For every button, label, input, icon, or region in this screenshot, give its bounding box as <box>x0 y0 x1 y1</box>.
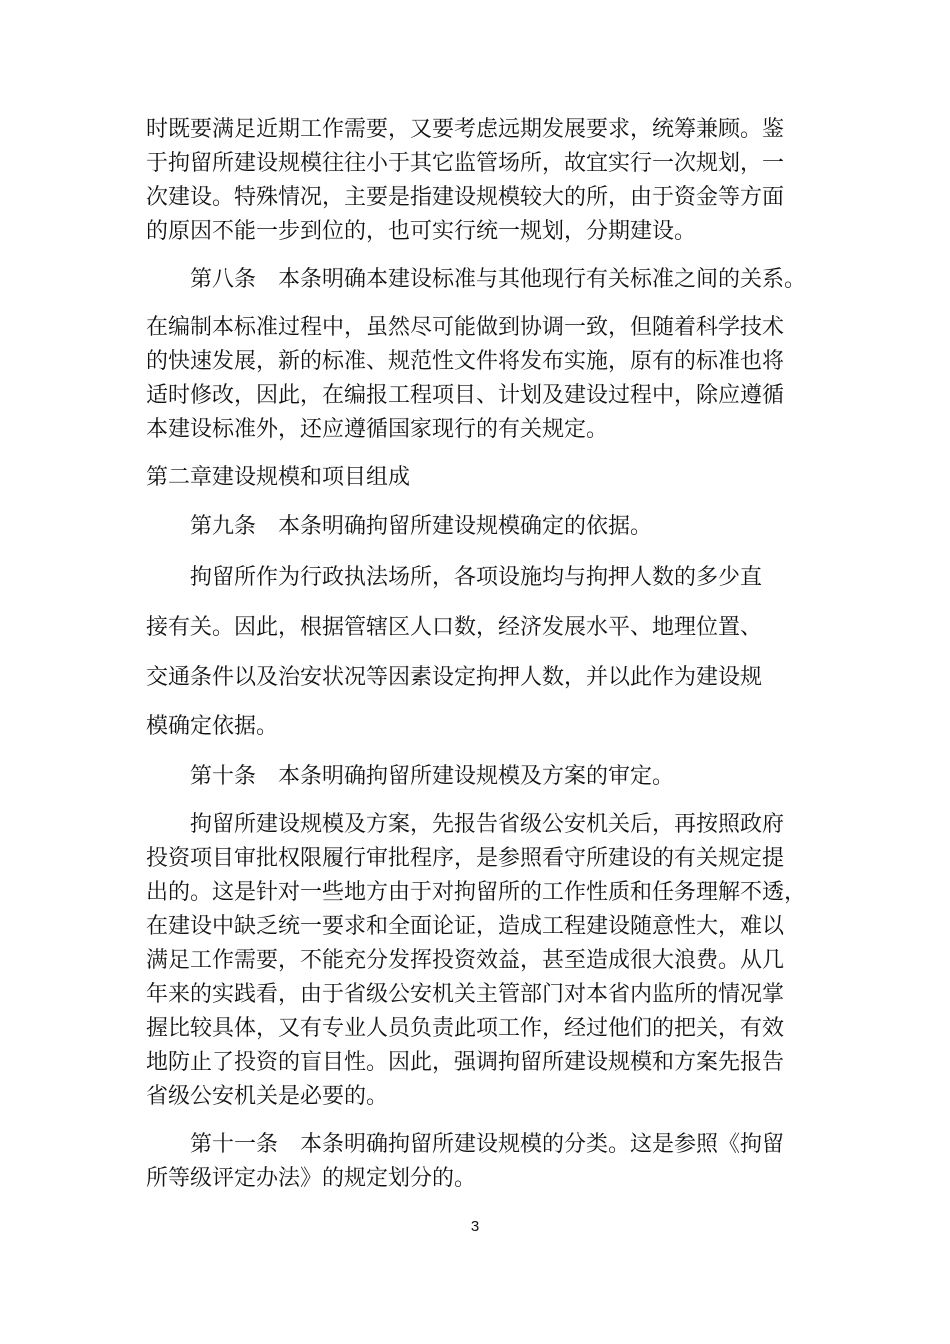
text-line: 的原因不能一步到位的，也可实行统一规划，分期建设。 <box>146 219 697 244</box>
text-line: 交通条件以及治安状况等因素设定拘押人数，并以此作为建设规 <box>146 665 763 690</box>
text-line: 地防止了投资的盲目性。因此，强调拘留所建设规模和方案先报告 <box>146 1050 785 1075</box>
text-line: 在编制本标准过程中，虽然尽可能做到协调一致，但随着科学技术 <box>146 315 785 340</box>
text-line: 所等级评定办法》的规定划分的。 <box>146 1166 477 1191</box>
text-line: 拘留所建设规模及方案，先报告省级公安机关后，再按照政府 <box>190 812 785 837</box>
text-line: 时既要满足近期工作需要，又要考虑远期发展要求，统筹兼顾。鉴 <box>146 117 785 142</box>
text-line: 拘留所作为行政执法场所，各项设施均与拘押人数的多少直 <box>190 565 763 590</box>
text-line: 适时修改，因此，在编报工程项目、计划及建设过程中，除应遵循 <box>146 383 785 408</box>
text-line: 省级公安机关是必要的。 <box>146 1084 389 1109</box>
article-heading: 第八条 本条明确本建设标准与其他现行有关标准之间的关系。 <box>190 267 807 292</box>
text-line: 次建设。特殊情况，主要是指建设规模较大的所，由于资金等方面 <box>146 185 785 210</box>
page-number: 3 <box>470 1218 480 1235</box>
text-line: 本建设标准外，还应遵循国家现行的有关规定。 <box>146 417 609 442</box>
text-line: 满足工作需要，不能充分发挥投资效益，甚至造成很大浪费。从几 <box>146 948 785 973</box>
article-heading: 第十条 本条明确拘留所建设规模及方案的审定。 <box>190 764 675 789</box>
text-line: 年来的实践看，由于省级公安机关主管部门对本省内监所的情况掌 <box>146 982 785 1007</box>
text-line: 接有关。因此，根据管辖区人口数，经济发展水平、地理位置、 <box>146 615 763 640</box>
text-line: 握比较具体，又有专业人员负责此项工作，经过他们的把关，有效 <box>146 1016 785 1041</box>
article-heading: 第十一条 本条明确拘留所建设规模的分类。这是参照《拘留 <box>190 1132 785 1157</box>
text-line: 于拘留所建设规模往往小于其它监管场所，故宜实行一次规划，一 <box>146 151 785 176</box>
chapter-heading: 第二章建设规模和项目组成 <box>146 465 411 490</box>
text-line: 的快速发展，新的标准、规范性文件将发布实施，原有的标准也将 <box>146 349 785 374</box>
text-line: 出的。这是针对一些地方由于对拘留所的工作性质和任务理解不透， <box>146 880 807 905</box>
text-line: 在建设中缺乏统一要求和全面论证，造成工程建设随意性大，难以 <box>146 914 785 939</box>
text-line: 投资项目审批权限履行审批程序，是参照看守所建设的有关规定提 <box>146 846 785 871</box>
text-line: 模确定依据。 <box>146 714 279 739</box>
article-heading: 第九条 本条明确拘留所建设规模确定的依据。 <box>190 514 653 539</box>
